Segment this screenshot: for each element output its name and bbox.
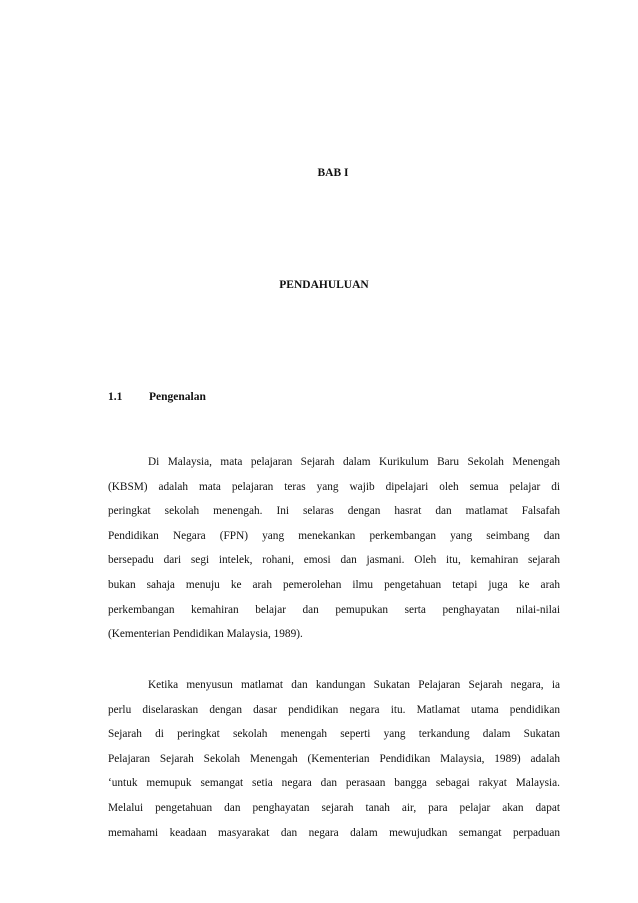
chapter-title: PENDAHULUAN [279,279,369,291]
paragraph-1 [108,450,560,647]
paragraph-line: bukan sahaja menuju ke arah pemerolehan ilmu pengetahuan tetapi juga ke arah [108,578,560,591]
paragraph-line: memahami keadaan masyarakat dan negara dalam mewujudkan semangat perpaduan [108,826,560,839]
section-heading [108,390,206,404]
section-number: 1.1 [108,391,123,403]
paragraph-line: Ketika menyusun matlamat dan kandungan Sukatan Pelajaran Sejarah negara, ia [148,679,560,691]
paragraph-line: ‘untuk memupuk semangat setia negara dan perasaan bangga sebagai rakyat Malaysia. [108,777,560,790]
paragraph-line: perkembangan kemahiran belajar dan pemupukan serta penghayatan nilai-nilai [108,603,560,616]
paragraph-line: Melalui pengetahuan dan penghayatan sejarah tanah air, para pelajar akan dapat [108,801,560,814]
paragraph-line: Pelajaran Sejarah Sekolah Menengah (Kementerian Pendidikan Malaysia, 1989) adalah [108,752,560,765]
paragraph-line: Pendidikan Negara (FPN) yang menekankan perkembangan yang seimbang dan [108,529,560,542]
paragraph-line: (KBSM) adalah mata pelajaran teras yang wajib dipelajari oleh semua pelajar di [108,480,560,493]
paragraph-line: perlu diselaraskan dengan dasar pendidikan negara itu. Matlamat utama pendidikan [108,703,560,716]
paragraph-line: Sejarah di peringkat sekolah menengah seperti yang terkandung dalam Sukatan [108,728,560,741]
section-title: Pengenalan [149,391,206,403]
paragraph-line: (Kementerian Pendidikan Malaysia, 1989). [108,628,303,641]
paragraph-2 [108,673,560,845]
chapter-heading: BAB I [317,167,349,179]
paragraph-line: bersepadu dari segi intelek, rohani, emosi dan jasmani. Oleh itu, kemahiran sejarah [108,554,560,567]
paragraph-line: peringkat sekolah menengah. Ini selaras dengan hasrat dan matlamat Falsafah [108,505,560,518]
paragraph-line: Di Malaysia, mata pelajaran Sejarah dalam Kurikulum Baru Sekolah Menengah [148,456,560,468]
